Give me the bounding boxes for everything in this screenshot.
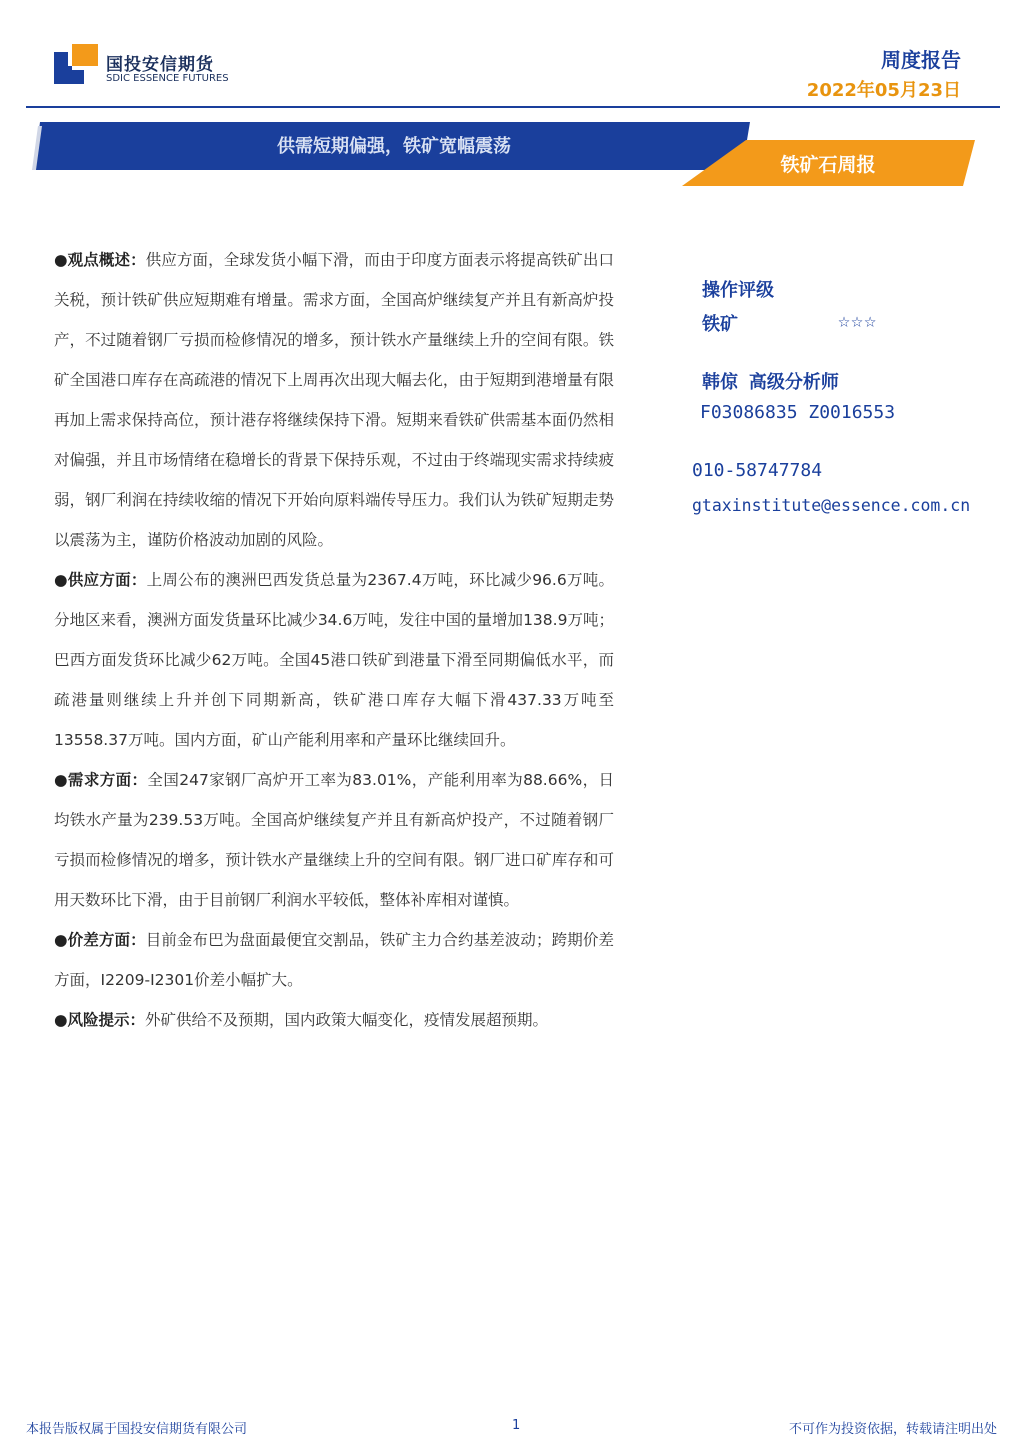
report-body [54, 240, 614, 1040]
contact-phone: 010-58747784 [692, 460, 823, 481]
report-category-tag: 铁矿石周报 [780, 154, 876, 176]
header-divider [26, 106, 1000, 108]
section-text: 上周公布的澳洲巴西发货总量为2367.4万吨，环比减少96.6万吨。分地区来看，澳洲方面发货量环比减少34.6万吨，发往中国的量增加138.9万吨；巴西方面发货环比减少62万吨。全国45港口铁矿到港量下滑至同期偏低水平，而疏港量则继续上升并创下同期新高，铁矿港口库存大幅下滑437.33万吨至13558.37万吨。国内方面，矿山产能利用率和产量环比继续回升。 [54, 571, 615, 749]
rating-title: 操作评级 [702, 280, 774, 301]
section-text: 外矿供给不及预期，国内政策大幅变化，疫情发展超预期。 [145, 1011, 549, 1029]
section-lead: ●风险提示： [54, 1011, 146, 1029]
rating-item: 铁矿 [702, 314, 738, 335]
logo-english-name: SDIC ESSENCE FUTURES [106, 73, 229, 84]
footer-disclaimer: 不可作为投资依据，转载请注明出处 [788, 1422, 997, 1437]
section-lead: ●需求方面： [54, 771, 148, 789]
section-overview [54, 240, 614, 560]
analyst-name: 韩倞 高级分析师 [702, 372, 839, 393]
section-spread [54, 920, 614, 1000]
page-number: 1 [512, 1418, 521, 1433]
section-lead: ●观点概述： [54, 251, 146, 269]
section-lead: ●供应方面： [54, 571, 147, 589]
report-headline: 供需短期偏强，铁矿宽幅震荡 [277, 136, 511, 157]
contact-email[interactable]: gtaxinstitute@essence.com.cn [692, 496, 971, 515]
rating-stars-icon: ☆☆☆ [838, 308, 878, 332]
section-demand [54, 760, 614, 920]
footer-copyright: 本报告版权属于国投安信期货有限公司 [26, 1422, 248, 1437]
logo-chinese-name: 国投安信期货 [106, 55, 214, 75]
report-date: 2022年05月23日 [806, 80, 961, 101]
section-lead: ●价差方面： [54, 931, 146, 949]
analyst-license: F03086835 Z0016553 [700, 402, 896, 423]
section-text: 目前金布巴为盘面最便宜交割品，铁矿主力合约基差波动；跨期价差方面，I2209-I2301价差小幅扩大。 [54, 931, 614, 989]
section-risk [54, 1000, 614, 1040]
section-supply [54, 560, 614, 760]
company-logo-icon [54, 44, 98, 84]
section-text: 全国247家钢厂高炉开工率为83.01%，产能利用率为88.66%，日均铁水产量为239.53万吨。全国高炉继续复产并且有新高炉投产，不过随着钢厂亏损而检修情况的增多，预计铁水产量继续上升的空间有限。钢厂进口矿库存和可用天数环比下滑，由于目前钢厂利润水平较低，整体补库相对谨慎。 [54, 771, 614, 909]
section-text: 供应方面，全球发货小幅下滑，而由于印度方面表示将提高铁矿出口关税，预计铁矿供应短期难有增量。需求方面，全国高炉继续复产并且有新高炉投产，不过随着钢厂亏损而检修情况的增多，预计铁水产量继续上升的空间有限。铁矿全国港口库存在高疏港的情况下上周再次出现大幅去化，由于短期到港增量有限再加上需求保持高位，预计港存将继续保持下滑。短期来看铁矿供需基本面仍然相对偏强，并且市场情绪在稳增长的背景下保持乐观，不过由于终端现实需求持续疲弱，钢厂利润在持续收缩的情况下开始向原料端传导压力。我们认为铁矿短期走势以震荡为主，谨防价格波动加剧的风险。 [54, 251, 614, 549]
report-type: 周度报告 [881, 48, 961, 72]
